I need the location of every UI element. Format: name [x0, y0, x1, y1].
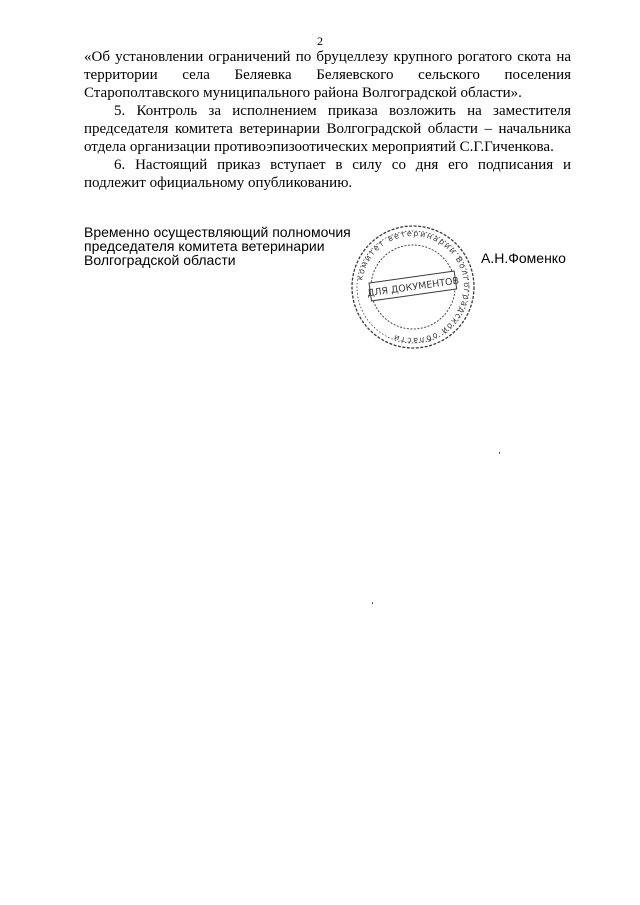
signatory-position — [84, 225, 359, 267]
stamp-graphic — [348, 222, 478, 352]
scan-speck — [372, 602, 373, 604]
paragraph-control: 5. Контроль за исполнением приказа возложить на заместителя председателя комитета ветеринарии Волгоградской области – начальника отдела организации противоэпизоотических мероприятий С.Г.Гиченкова. — [84, 103, 571, 155]
stamp-outer-text: комитет ветеринарии Волгоградской области — [355, 228, 472, 346]
page-number: 2 — [317, 34, 323, 48]
stamp-center-text: ДЛЯ ДОКУМЕНТОВ — [366, 275, 460, 300]
official-stamp — [348, 222, 478, 352]
position-line: Волгоградской области — [84, 252, 236, 268]
paragraph-order-title: «Об установлении ограничений по бруцеллезу крупного рогатого скота на территории села Беляевка Беляевского сельского поселения Старополтавского муниципального района Волгоградской области». — [84, 49, 571, 101]
position-line: председателя комитета ветеринарии — [84, 238, 325, 254]
position-line: Временно осуществляющий полномочия — [84, 224, 351, 240]
scan-speck — [499, 452, 500, 454]
document-body — [84, 48, 571, 192]
signatory-name: А.Н.Фоменко — [481, 250, 566, 266]
paragraph-effective: 6. Настоящий приказ вступает в силу со дня его подписания и подлежит официальному опубликованию. — [84, 157, 571, 191]
